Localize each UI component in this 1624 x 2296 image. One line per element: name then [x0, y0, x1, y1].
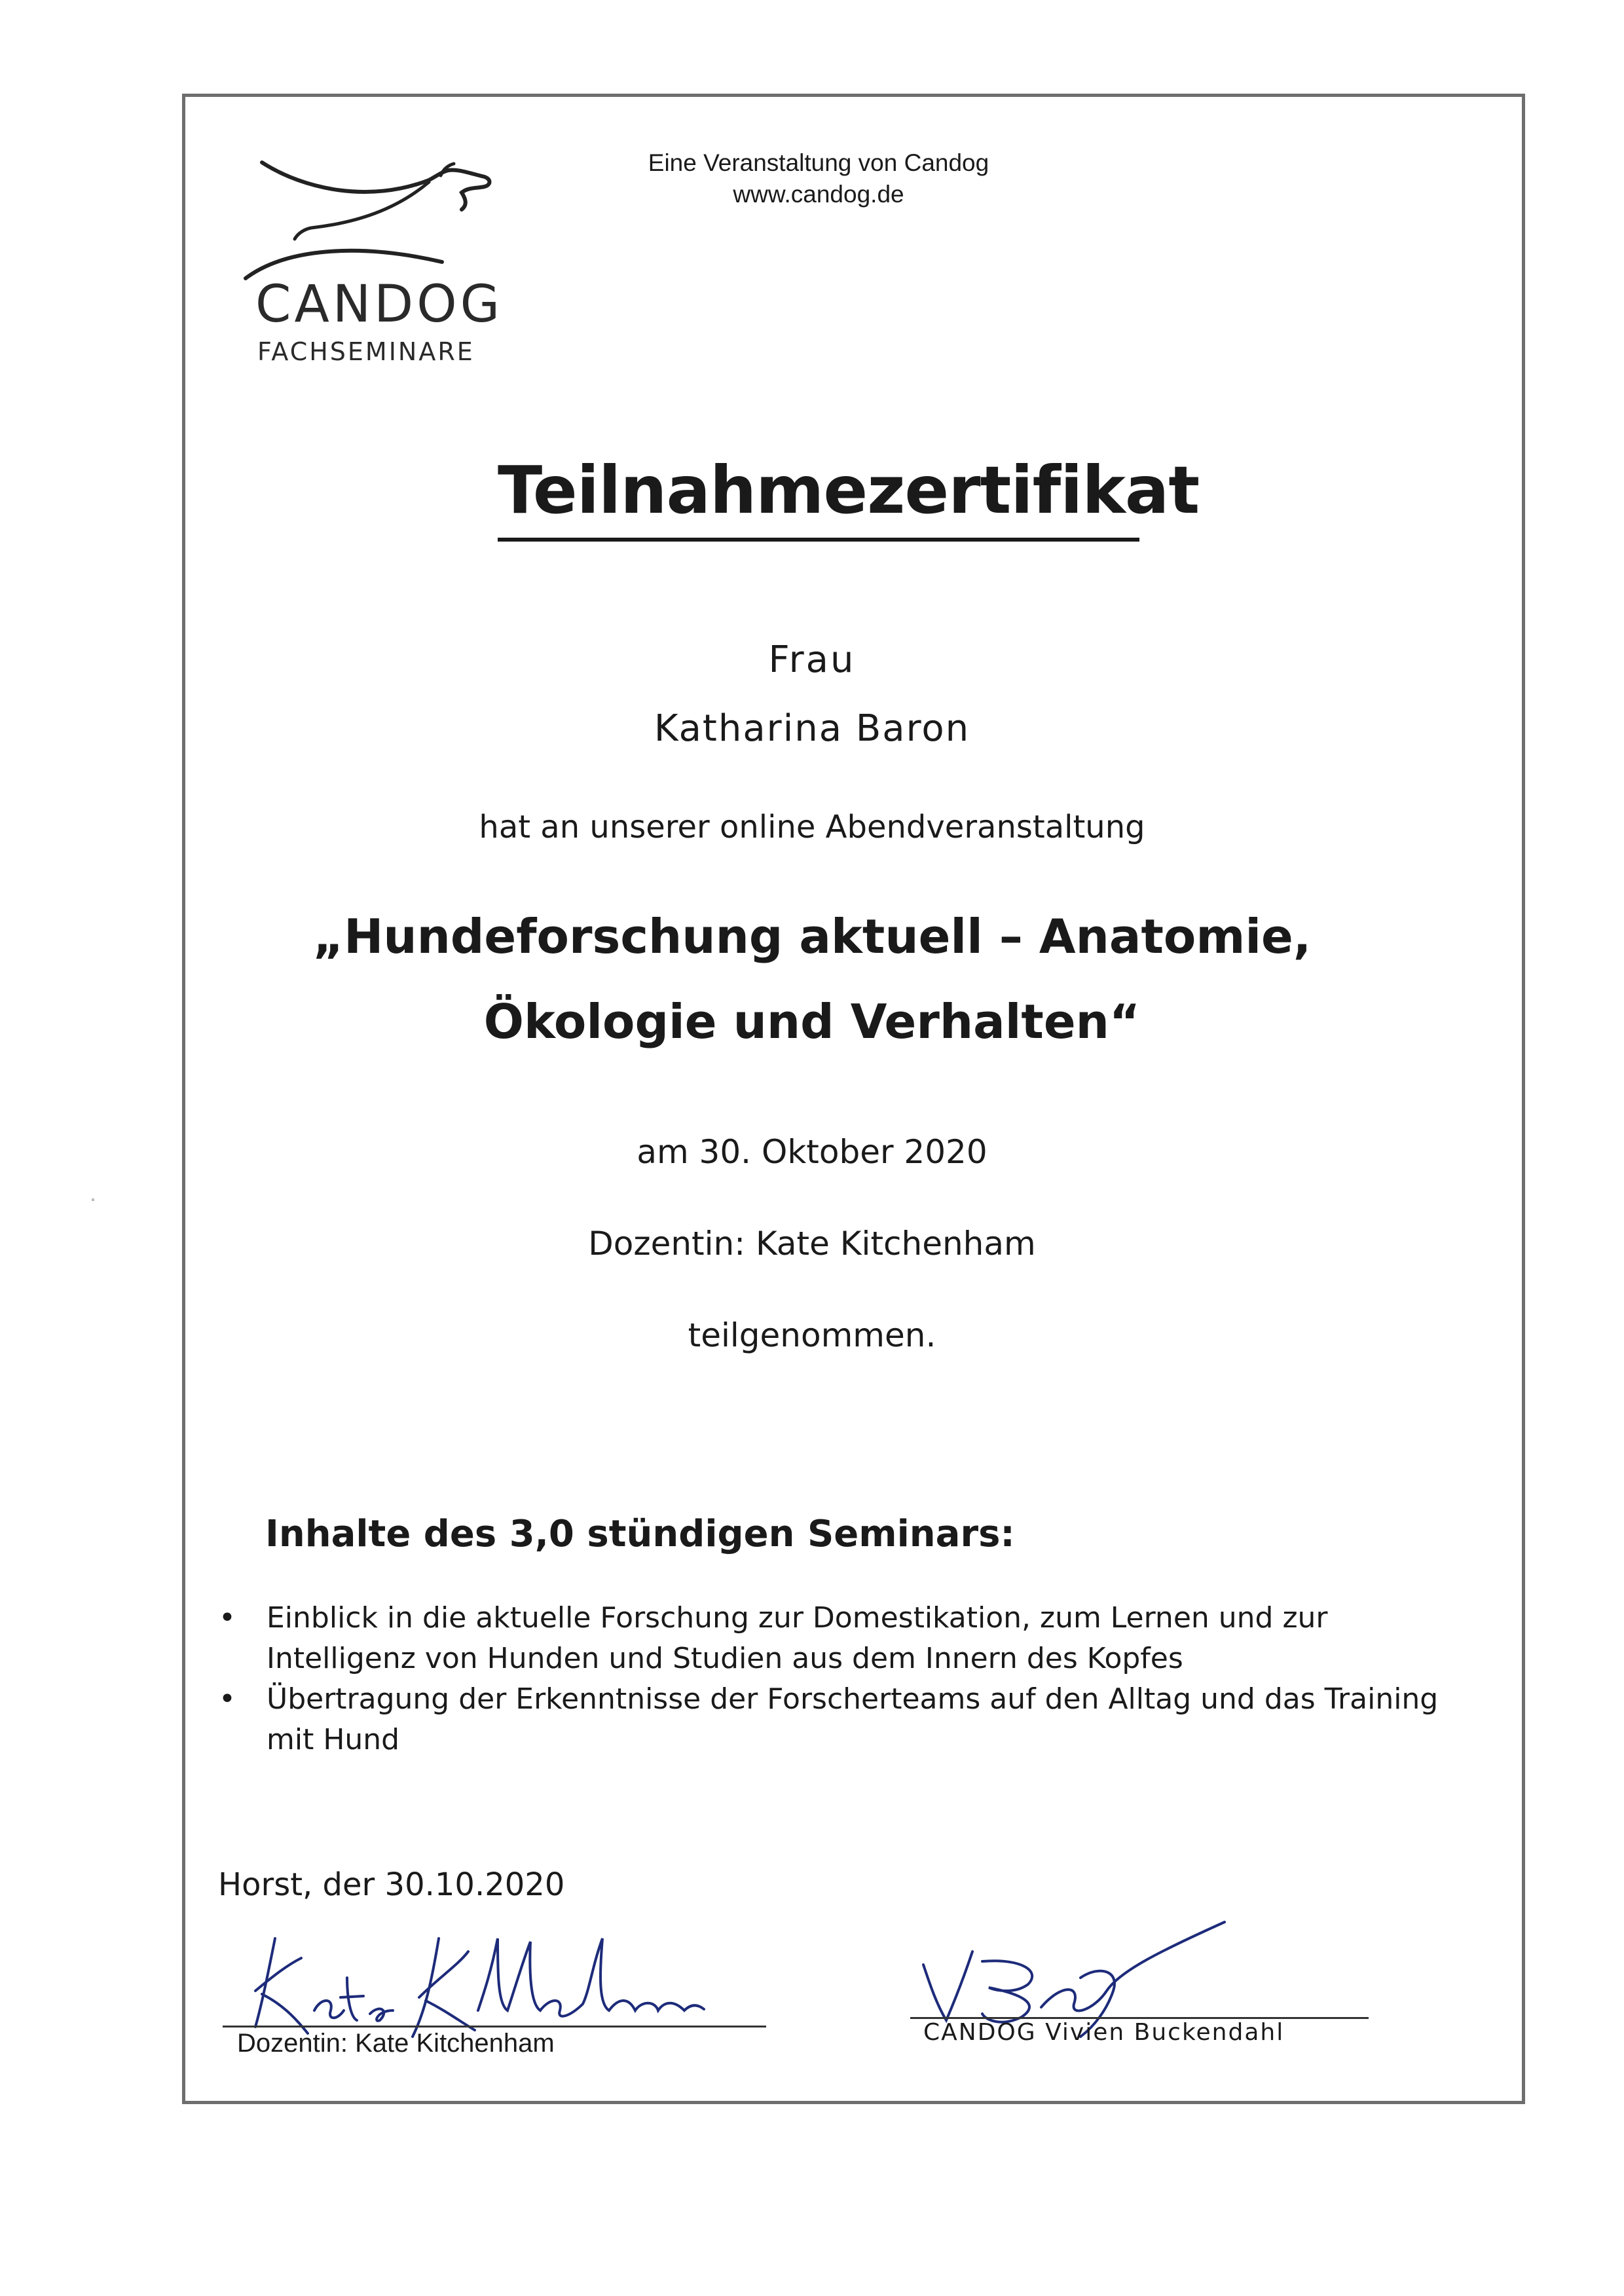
organizer-line: Eine Veranstaltung von Candog	[648, 149, 989, 176]
salutation: Frau	[768, 639, 856, 681]
certificate-title: Teilnahmezertifikat	[498, 452, 1139, 542]
signature-line-left	[223, 2026, 766, 2028]
logo-name: CANDOG	[255, 275, 504, 334]
participant-name: Katharina Baron	[654, 707, 970, 750]
bullet-icon: •	[219, 1682, 236, 1716]
signature-right-label: CANDOG Vivien Buckendahl	[923, 2019, 1285, 2046]
lecturer: Dozentin: Kate Kitchenham	[588, 1225, 1036, 1263]
closing-text: teilgenommen.	[688, 1316, 936, 1354]
bullet-icon: •	[219, 1601, 236, 1635]
list-item-text: Einblick in die aktuelle Forschung zur Domestikation, zum Lernen und zur Intelligenz von Hunden und Studien aus dem Innern des Kopfes	[267, 1601, 1328, 1675]
signature-left-label: Dozentin: Kate Kitchenham	[237, 2029, 555, 2058]
event-date: am 30. Oktober 2020	[637, 1133, 987, 1171]
logo-subtitle: FACHSEMINARE	[257, 337, 475, 366]
contents-heading: Inhalte des 3,0 stündigen Seminars:	[265, 1513, 1015, 1555]
signature-left-handwriting	[216, 1912, 714, 2043]
intro-text: hat an unserer online Abendveranstaltung	[479, 809, 1145, 845]
certificate-frame	[182, 94, 1525, 2104]
place-date: Horst, der 30.10.2020	[218, 1866, 565, 1903]
organizer-block	[589, 147, 1048, 210]
contents-list	[216, 1598, 1473, 1760]
organizer-website: www.candog.de	[733, 181, 904, 208]
running-dog-logo-icon	[232, 151, 507, 282]
event-title: „Hundeforschung aktuell – Anatomie, Ökologie und Verhalten“	[312, 909, 1312, 1049]
list-item	[216, 1598, 1473, 1679]
list-item	[216, 1679, 1473, 1760]
scan-speck	[92, 1198, 94, 1201]
list-item-text: Übertragung der Erkenntnisse der Forscherteams auf den Alltag und das Training mit Hund	[267, 1682, 1439, 1756]
